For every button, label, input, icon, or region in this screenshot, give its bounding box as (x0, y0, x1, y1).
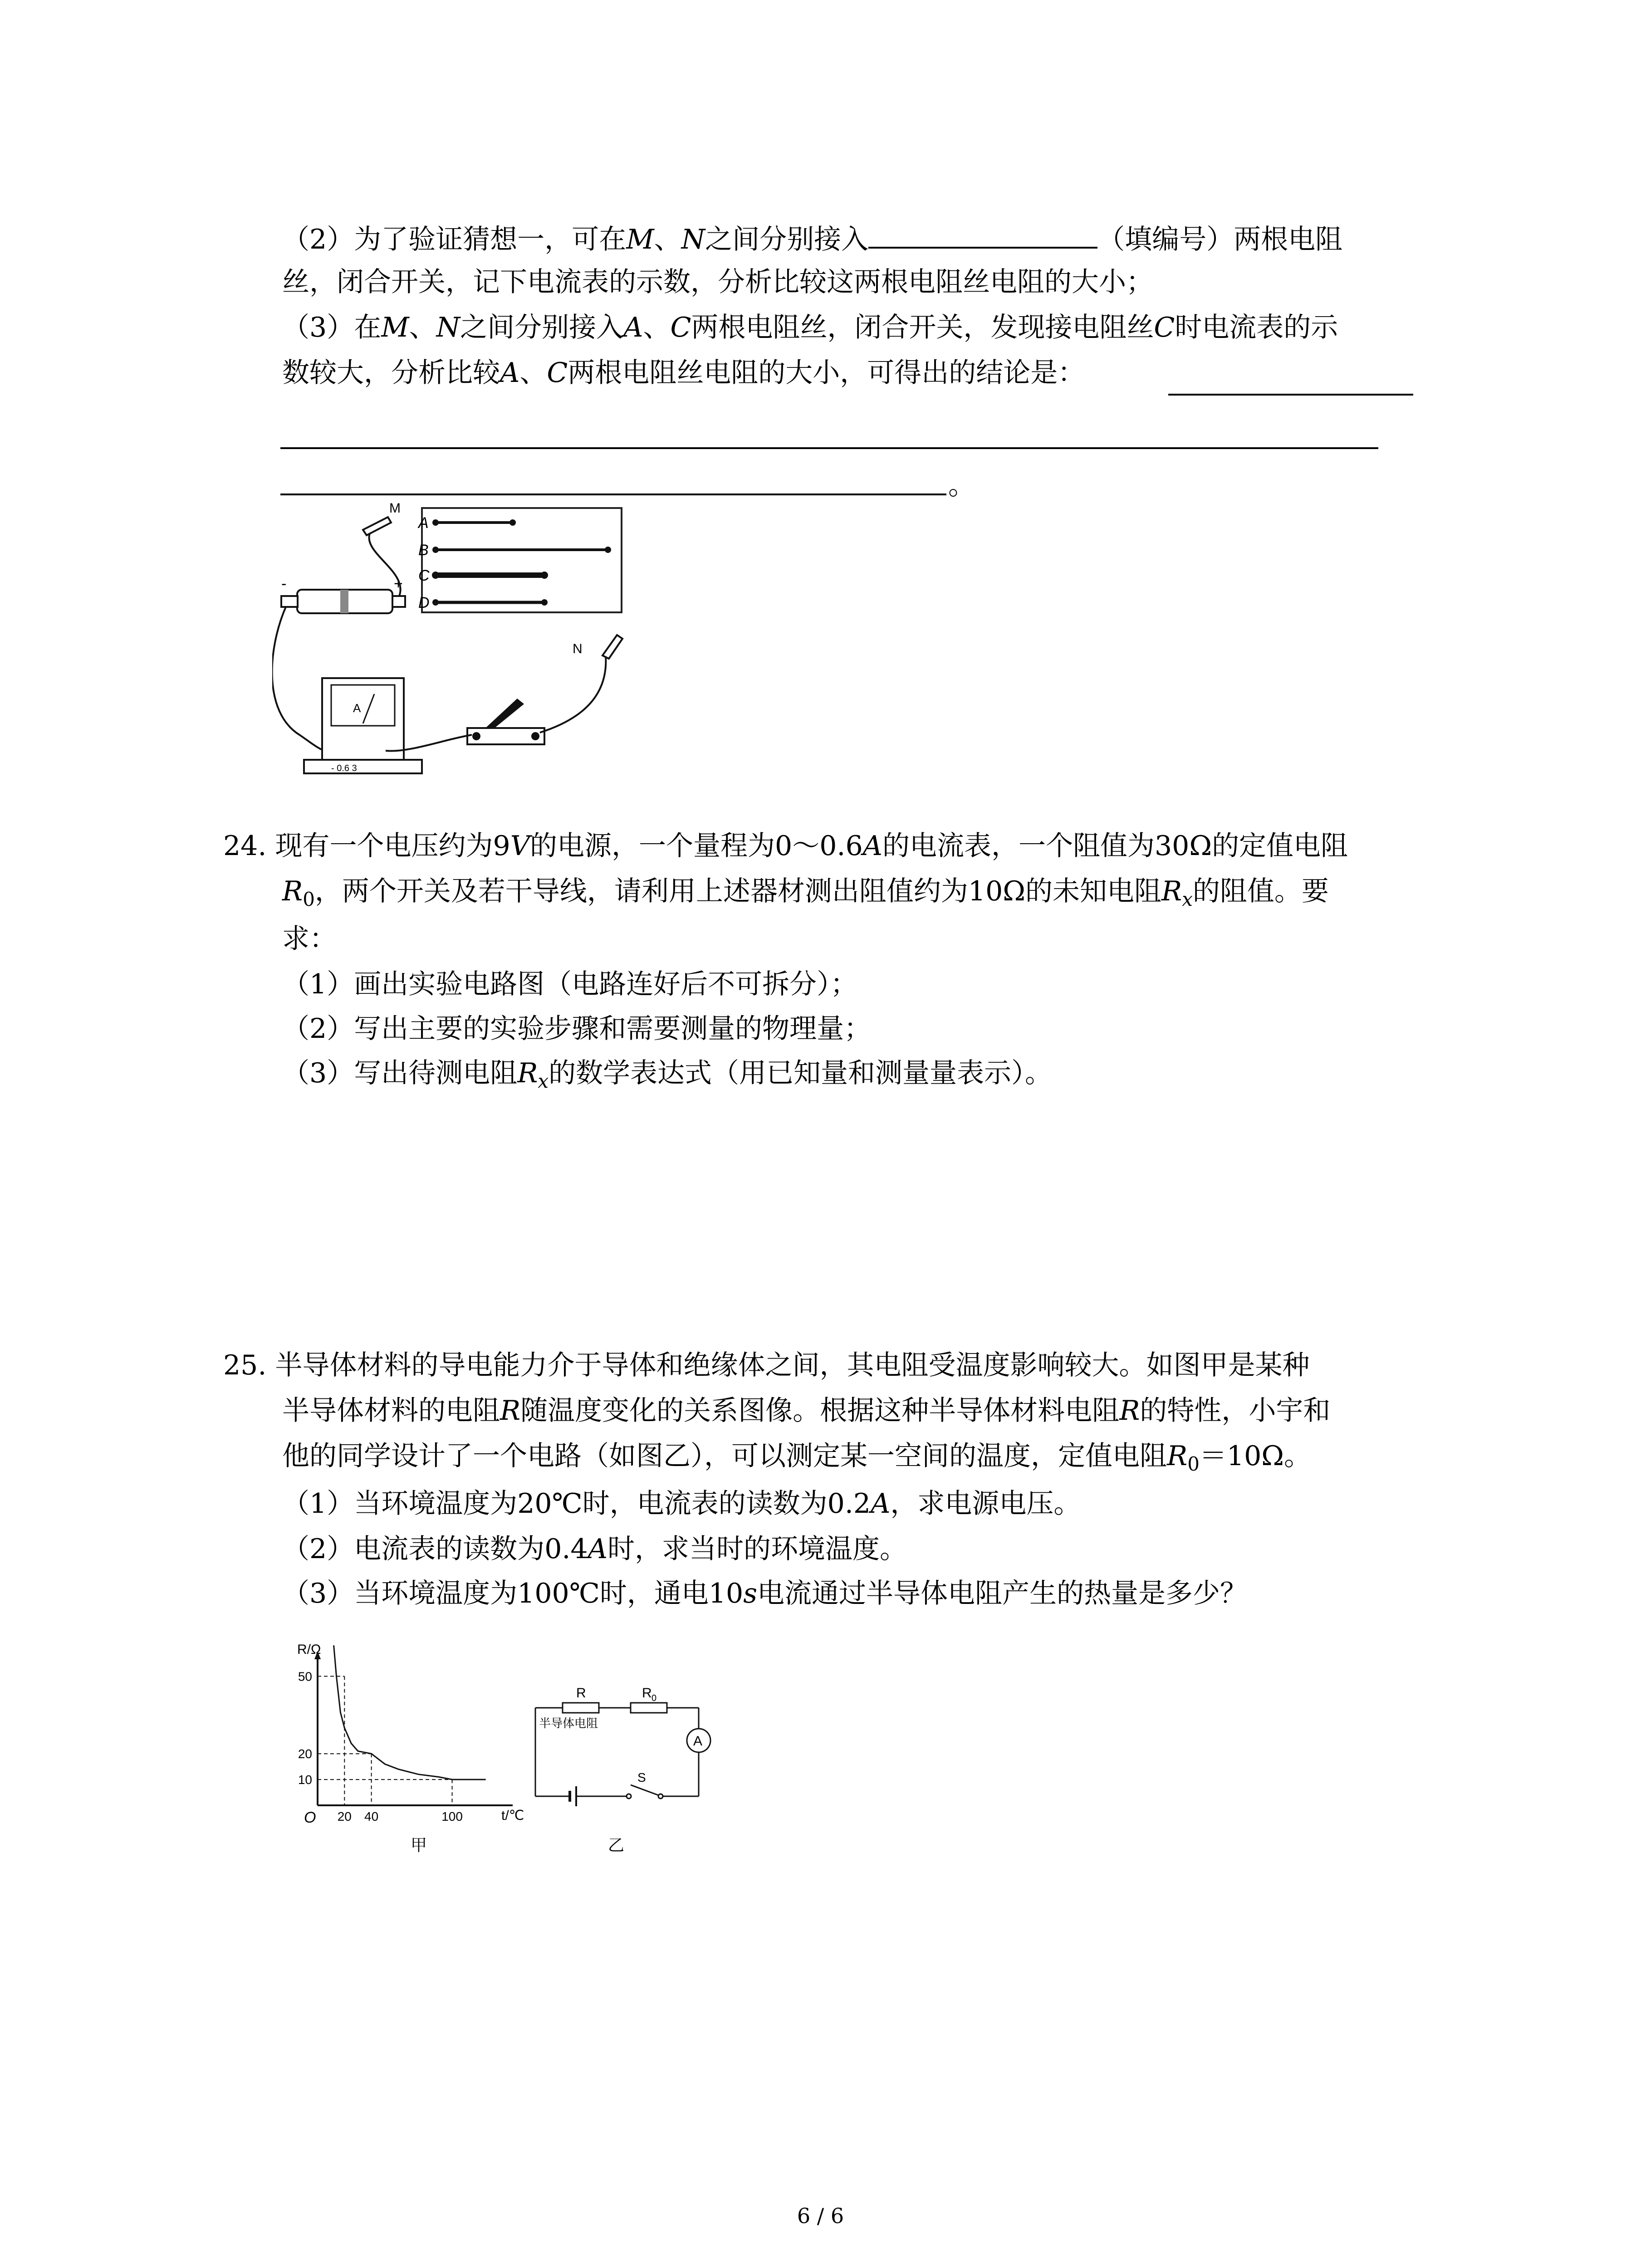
switch-terminal (472, 732, 480, 740)
fig-yi-caption: 乙 (608, 1836, 625, 1854)
label-R0: R (642, 1686, 652, 1701)
chart-ticks (298, 1670, 463, 1823)
value: 20℃ (517, 1488, 583, 1520)
unit: A (871, 1488, 891, 1520)
value: 10Ω (968, 875, 1026, 907)
text: ，两个开关及若干导线，请利用上述器材测出阻值约为 (314, 875, 968, 907)
text: 的电流表，一个阻值为 (882, 830, 1155, 862)
answer-blank[interactable] (868, 219, 1097, 249)
text: 、 (409, 312, 436, 343)
switch-lever (485, 699, 524, 728)
value: 0.2 (827, 1488, 871, 1520)
q23-part2-line1 (282, 219, 1342, 258)
text: （填编号）两根电阻 (1097, 224, 1343, 255)
text: 、 (519, 357, 547, 389)
q25-line3 (282, 1438, 1311, 1482)
text: 的未知电阻 (1025, 875, 1162, 907)
var-C: C (547, 357, 568, 389)
text: 他的同学设计了一个电路（如图乙），可以测定某一空间的温度，定值电阻 (282, 1440, 1167, 1472)
var-A: A (623, 312, 643, 343)
text: 两根电阻丝，闭合开关，发现接电阻丝 (691, 312, 1154, 343)
ammeter-base (304, 760, 422, 773)
label-plus: + (394, 575, 403, 592)
origin-label: O (304, 1809, 316, 1826)
label-B: B (418, 542, 429, 559)
unit: s (743, 1578, 757, 1609)
clip-N (603, 635, 622, 659)
q23-part3-line2 (282, 355, 1085, 391)
text: 时，求当时的环境温度。 (607, 1533, 907, 1565)
text: （1）当环境温度为 (282, 1488, 518, 1520)
page-number: 6 / 6 (797, 2204, 844, 2228)
text: 的电源，一个量程为 (530, 830, 775, 862)
var-R: R (1161, 875, 1182, 907)
answer-blank[interactable] (280, 447, 1378, 449)
var-A: A (500, 357, 520, 389)
terminal (605, 547, 611, 553)
q24-sub1: （1）画出实验电路图（电路连好后不可拆分）； (282, 968, 858, 1000)
terminal (432, 519, 439, 526)
var-N: N (436, 312, 460, 343)
q24-line3: 求： (282, 923, 337, 955)
text: 的数学表达式（用已知量和测量量表示）。 (549, 1057, 1053, 1089)
label-M: M (389, 501, 401, 516)
text: 时，通电 (599, 1578, 709, 1609)
text: 之间分别接入 (460, 312, 624, 343)
label-C: C (418, 567, 430, 584)
text: 两根电阻丝电阻的大小，可得出的结论是： (568, 357, 1085, 389)
q24-sub2: （2）写出主要的实验步骤和需要测量的物理量； (282, 1013, 872, 1045)
q25-sub3 (282, 1575, 1247, 1612)
q23-part2-line2: 丝，闭合开关，记下电流表的示数，分析比较这两根电阻丝电阻的大小； (282, 266, 1153, 298)
var-N: N (681, 224, 705, 255)
text: （2）为了验证猜想一，可在 (282, 224, 627, 255)
q25-line1: 25. 半导体材料的导电能力介于导体和绝缘体之间，其电阻受温度影响较大。如图甲是某种 (223, 1349, 1310, 1381)
text: 的特性，小宇和 (1140, 1395, 1331, 1427)
text: 、 (643, 312, 671, 343)
switch-blade (631, 1785, 659, 1795)
q25-sub1 (282, 1486, 1081, 1522)
var-R: R (282, 875, 303, 907)
y-tick-label: 10 (298, 1773, 312, 1787)
text: ，求电源电压。 (890, 1488, 1081, 1520)
var-C: C (1154, 312, 1175, 343)
q24-sub3 (282, 1055, 1052, 1100)
text: 时，电流表的读数为 (582, 1488, 828, 1520)
text: （3）写出待测电阻 (282, 1057, 518, 1089)
fig-jia-graph (272, 1637, 526, 1864)
y-tick-label: 50 (298, 1669, 312, 1684)
switch-terminal (531, 732, 539, 740)
text: 随温度变化的关系图像。根据这种半导体材料电阻 (520, 1395, 1120, 1427)
text: 、 (654, 224, 681, 255)
text: 的阻值。要 (1192, 875, 1329, 907)
q23-part3-line1 (282, 309, 1338, 346)
text: 半导体材料的电阻 (282, 1395, 500, 1427)
subscript: 0 (1187, 1453, 1200, 1475)
clip-M (363, 517, 391, 535)
text: ＝10Ω。 (1199, 1440, 1312, 1472)
subscript: x (1182, 888, 1193, 910)
terminal (432, 599, 439, 606)
ammeter-dial (331, 685, 395, 726)
battery-divider (340, 590, 348, 613)
var-R: R (517, 1057, 538, 1089)
label-R: R (576, 1686, 586, 1701)
x-axis-label: t/℃ (501, 1808, 524, 1823)
subscript: 0 (303, 888, 315, 910)
label-minus: - (281, 575, 287, 592)
label-N: N (573, 641, 583, 656)
switch-contact (658, 1794, 663, 1799)
text: 电流通过半导体电阻产生的热量是多少？ (757, 1578, 1247, 1609)
battery-neg-terminal (281, 596, 298, 607)
unit: A (862, 830, 882, 862)
var-M: M (626, 224, 654, 255)
text: （3）在 (282, 312, 382, 343)
text: （3）当环境温度为 (282, 1578, 518, 1609)
q24-line2 (282, 873, 1329, 918)
text: 时电流表的示 (1175, 312, 1338, 343)
label-A: A (418, 514, 429, 532)
text: 的定值电阻 (1212, 830, 1348, 862)
ammeter-scale: - 0.6 3 (331, 763, 357, 773)
terminal (432, 547, 439, 553)
terminal (509, 519, 516, 526)
x-tick-label: 100 (441, 1809, 463, 1823)
var-M: M (381, 312, 409, 343)
ammeter-label: A (353, 701, 361, 715)
subscript: x (538, 1070, 549, 1092)
chart-guides (318, 1677, 452, 1805)
var-R: R (500, 1395, 521, 1427)
resistor-R0 (631, 1703, 667, 1713)
var-C: C (670, 312, 691, 343)
answer-blank[interactable] (280, 494, 946, 495)
q25-line2 (282, 1393, 1330, 1429)
battery-pos-terminal (392, 596, 405, 607)
text: （2）电流表的读数为 (282, 1533, 545, 1565)
terminal (432, 572, 439, 579)
value: 30Ω (1154, 830, 1212, 862)
y-axis-label: R/Ω (297, 1642, 321, 1657)
terminal (541, 572, 548, 579)
series-line (334, 1645, 486, 1779)
unit: V (510, 830, 530, 862)
fig-jia-caption: 甲 (411, 1836, 427, 1854)
label-semiconductor: 半导体电阻 (539, 1716, 598, 1730)
value: 100℃ (517, 1578, 600, 1609)
q23-circuit-figure (272, 499, 644, 780)
ammeter-label: A (693, 1734, 703, 1749)
value: 10 (708, 1578, 744, 1609)
value: 9 (493, 830, 510, 862)
value: 0.4 (544, 1533, 588, 1565)
var-R: R (1167, 1440, 1188, 1472)
text: 之间分别接入 (705, 224, 869, 255)
q24-line1 (223, 828, 1348, 864)
wire (540, 655, 606, 733)
resistor-R (563, 1703, 599, 1713)
switch-label: S (637, 1770, 646, 1784)
switch-contact (627, 1794, 631, 1799)
unit: A (588, 1533, 607, 1565)
label-D: D (418, 594, 430, 611)
value: 0～0.6 (775, 830, 863, 862)
answer-blank[interactable] (1168, 394, 1413, 396)
q25-sub2 (282, 1531, 907, 1567)
terminal (541, 599, 548, 606)
label-R0-sub: 0 (652, 1693, 657, 1703)
text: 数较大，分析比较 (282, 357, 500, 389)
y-tick-label: 20 (298, 1747, 312, 1761)
x-tick-label: 20 (337, 1809, 352, 1823)
var-R: R (1119, 1395, 1140, 1427)
period: 。 (948, 469, 975, 501)
text: 24. 现有一个电压约为 (223, 830, 493, 862)
fig-yi-circuit (526, 1669, 726, 1860)
x-tick-label: 40 (364, 1809, 379, 1823)
